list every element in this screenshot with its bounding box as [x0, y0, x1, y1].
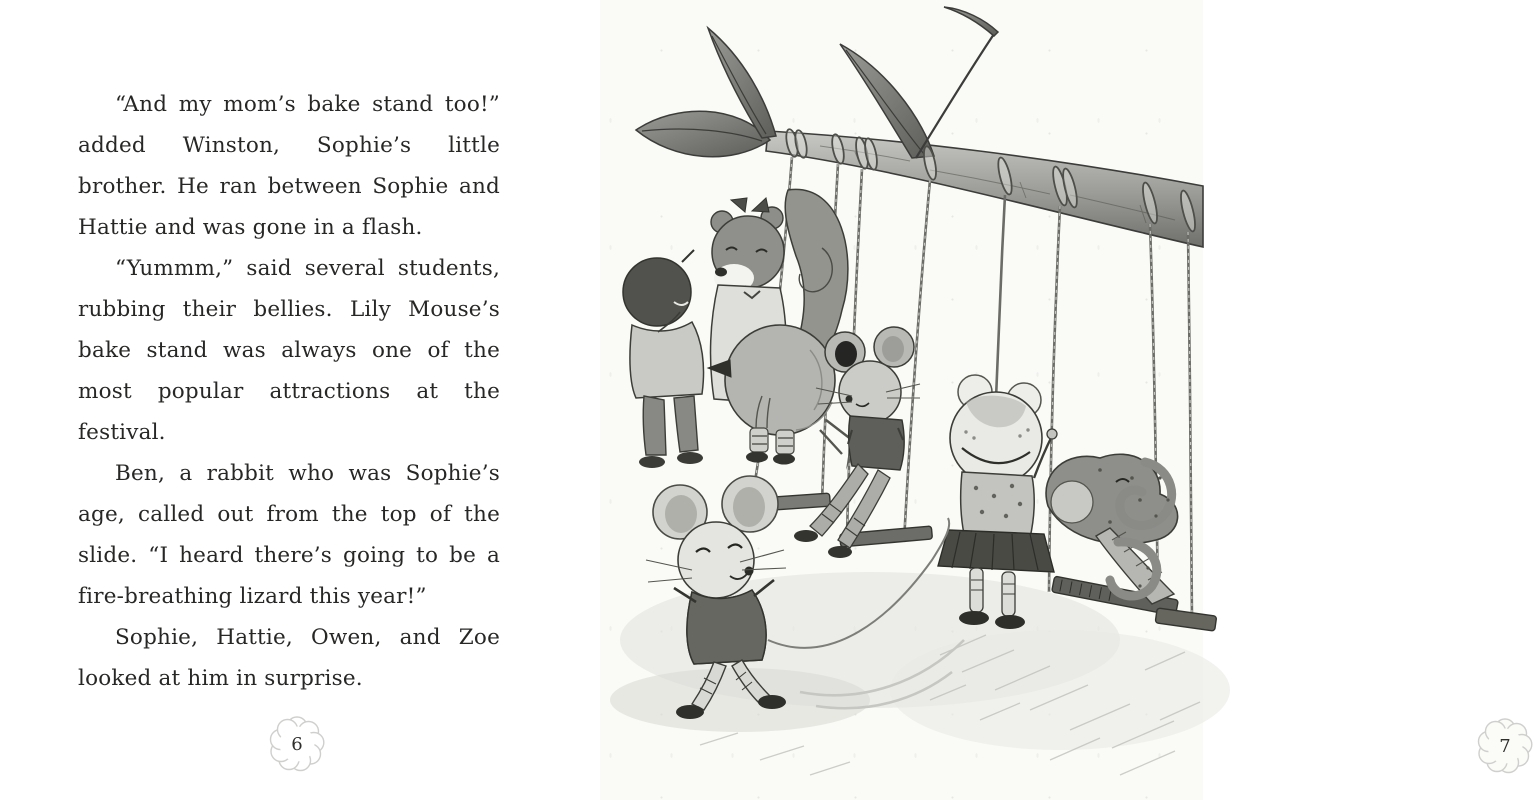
story-paragraph: Sophie, Hattie, Owen, and Zoe looked at him in surprise.	[78, 625, 500, 691]
mole-child-figure	[623, 250, 704, 468]
story-paragraph: “And my mom’s bake stand too!” added Winston, Sophie’s little brother. He ran between Sophie and Hattie and was gone in a flash.	[78, 92, 500, 240]
page-number-badge-left	[267, 714, 327, 774]
page-number: 6	[291, 733, 303, 755]
story-paragraph: Ben, a rabbit who was Sophie’s age, called out from the top of the slide. “I heard there’s going to be a fire-breathing lizard this year!”	[78, 461, 500, 609]
page-number-badge-right	[1475, 716, 1535, 776]
story-text	[78, 84, 500, 699]
right-page	[600, 0, 1511, 800]
page-number: 7	[1499, 735, 1511, 757]
story-paragraph: “Yummm,” said several students, rubbing their bellies. Lily Mouse’s bake stand was always one of the most popular attractions at the festival.	[78, 256, 500, 445]
left-page	[0, 0, 600, 800]
swing-illustration	[600, 0, 1203, 800]
